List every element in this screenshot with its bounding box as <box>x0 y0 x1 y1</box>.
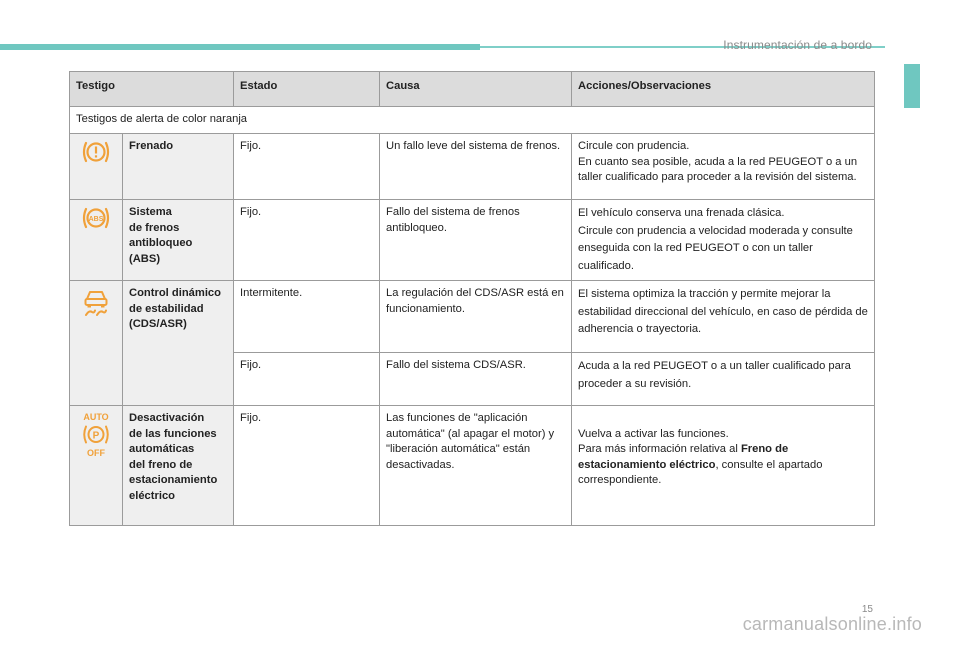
section-title: Instrumentación de a bordo <box>723 38 872 52</box>
light-state: Fijo. <box>234 134 380 200</box>
icon-cell <box>70 406 123 526</box>
column-header-acciones: Acciones/Observaciones <box>572 72 875 107</box>
light-cause: Fallo del sistema CDS/ASR. <box>380 353 572 406</box>
light-cause: La regulación del CDS/ASR está en funcionamiento. <box>380 281 572 353</box>
light-cause: Las funciones de "aplicación automática" (al apagar el motor) y "liberación automática" están desactivadas. <box>380 406 572 526</box>
light-action: Acuda a la red PEUGEOT o a un taller cualificado para proceder a su revisión. <box>572 353 875 406</box>
light-action: El sistema optimiza la tracción y permite mejorar la estabilidad direccional del vehículo, en caso de pérdida de adherencia o trayectoria. <box>572 281 875 353</box>
light-name: Frenado <box>123 134 234 200</box>
section-row <box>70 107 875 134</box>
column-header-estado: Estado <box>234 72 380 107</box>
light-state: Fijo. <box>234 200 380 281</box>
action-text-bold: Freno de estacionamiento eléctrico <box>578 443 789 471</box>
table-header-row <box>70 72 875 107</box>
watermark: carmanualsonline.info <box>742 614 922 634</box>
header-accent-bar <box>0 44 480 50</box>
light-state: Fijo. <box>234 353 380 406</box>
table-row <box>70 281 875 353</box>
column-header-causa: Causa <box>380 72 572 107</box>
svg-text:ABS: ABS <box>88 215 104 223</box>
table-row <box>70 200 875 281</box>
light-cause: Fallo del sistema de frenos antibloqueo. <box>380 200 572 281</box>
page-number: 15 <box>861 604 873 615</box>
light-name: Desactivación de las funciones automáticas del freno de estacionamiento eléctrico <box>123 406 234 526</box>
icon-cell <box>70 281 123 406</box>
action-text: Vuelva a activar las funciones. Para más información relativa al <box>578 427 738 455</box>
light-name: Control dinámico de estabilidad (CDS/ASR) <box>123 281 234 406</box>
light-action: Circule con prudencia. En cuanto sea posible, acuda a la red PEUGEOT o a un taller cualificado para proceder a la revisión del sistema. <box>572 134 875 200</box>
icon-cell <box>70 134 123 200</box>
icon-cell <box>70 200 123 281</box>
brake-warning-icon <box>81 139 111 165</box>
icon-label-auto: AUTO <box>83 412 109 422</box>
warning-lights-table <box>69 71 875 526</box>
light-state: Fijo. <box>234 406 380 526</box>
section-label: Testigos de alerta de color naranja <box>70 107 875 134</box>
table-row <box>70 406 875 526</box>
action-text: , consulte el apartado correspondiente. <box>578 458 823 486</box>
light-name: Sistema de frenos antibloqueo (ABS) <box>123 200 234 281</box>
abs-icon <box>81 205 111 231</box>
icon-label-p: P <box>92 430 100 442</box>
table-row <box>70 134 875 200</box>
column-header-testigo: Testigo <box>70 72 234 107</box>
light-action: El vehículo conserva una frenada clásica. Circule con prudencia a velocidad moderada y consulte enseguida con la red PEUGEOT o con un taller cualificado. <box>572 200 875 281</box>
stability-control-icon <box>81 286 111 316</box>
icon-label-off: OFF <box>87 448 105 458</box>
light-state: Intermitente. <box>234 281 380 353</box>
light-action <box>572 406 875 526</box>
light-cause: Un fallo leve del sistema de frenos. <box>380 134 572 200</box>
auto-parking-brake-off-icon <box>79 411 113 459</box>
chapter-marker <box>904 64 920 108</box>
